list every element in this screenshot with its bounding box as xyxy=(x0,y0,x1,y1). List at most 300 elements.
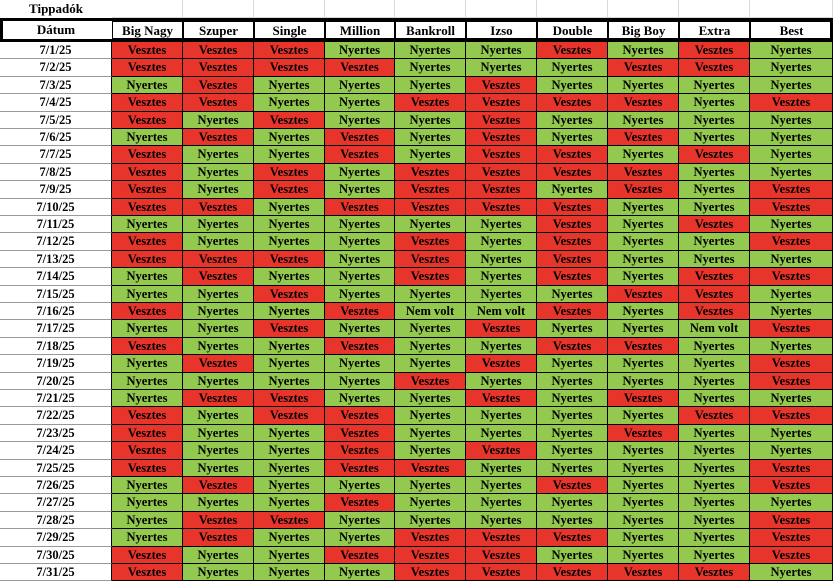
result-cell[interactable]: Vesztes xyxy=(608,286,679,303)
date-cell[interactable]: 7/20/25 xyxy=(0,373,112,390)
result-cell[interactable]: Nyertes xyxy=(183,164,254,181)
result-cell[interactable]: Nyertes xyxy=(608,112,679,129)
result-cell[interactable]: Vesztes xyxy=(254,42,325,59)
date-cell[interactable]: 7/26/25 xyxy=(0,477,112,494)
empty-cell[interactable] xyxy=(254,0,325,18)
result-cell[interactable]: Nyertes xyxy=(679,129,750,146)
result-cell[interactable]: Nyertes xyxy=(183,460,254,477)
result-cell[interactable]: Nyertes xyxy=(537,112,608,129)
result-cell[interactable]: Nyertes xyxy=(537,442,608,459)
result-cell[interactable]: Nyertes xyxy=(112,512,183,529)
result-cell[interactable]: Vesztes xyxy=(183,529,254,546)
result-cell[interactable]: Nyertes xyxy=(750,286,833,303)
result-cell[interactable]: Vesztes xyxy=(395,164,466,181)
result-cell[interactable]: Nyertes xyxy=(466,512,537,529)
result-cell[interactable]: Nyertes xyxy=(183,216,254,233)
column-header[interactable]: Big Nagy xyxy=(112,21,183,39)
result-cell[interactable]: Nyertes xyxy=(679,547,750,564)
column-header[interactable]: Izso xyxy=(466,21,537,39)
result-cell[interactable]: Nyertes xyxy=(183,564,254,581)
result-cell[interactable]: Nyertes xyxy=(325,390,395,407)
result-cell[interactable]: Vesztes xyxy=(325,460,395,477)
result-cell[interactable]: Nyertes xyxy=(183,112,254,129)
result-cell[interactable]: Vesztes xyxy=(537,199,608,216)
result-cell[interactable]: Nyertes xyxy=(537,407,608,424)
date-cell[interactable]: 7/24/25 xyxy=(0,442,112,459)
result-cell[interactable]: Nyertes xyxy=(395,146,466,163)
result-cell[interactable]: Nyertes xyxy=(679,164,750,181)
result-cell[interactable]: Vesztes xyxy=(466,112,537,129)
result-cell[interactable]: Vesztes xyxy=(750,460,833,477)
result-cell[interactable]: Nyertes xyxy=(537,286,608,303)
result-cell[interactable]: Nyertes xyxy=(608,512,679,529)
result-cell[interactable]: Nyertes xyxy=(112,390,183,407)
result-cell[interactable]: Vesztes xyxy=(750,529,833,546)
result-cell[interactable]: Nyertes xyxy=(679,373,750,390)
result-cell[interactable]: Nyertes xyxy=(608,355,679,372)
result-cell[interactable]: Vesztes xyxy=(466,529,537,546)
result-cell[interactable]: Vesztes xyxy=(466,181,537,198)
result-cell[interactable]: Nyertes xyxy=(750,112,833,129)
result-cell[interactable]: Vesztes xyxy=(537,146,608,163)
result-cell[interactable]: Vesztes xyxy=(395,547,466,564)
result-cell[interactable]: Nyertes xyxy=(750,425,833,442)
result-cell[interactable]: Vesztes xyxy=(254,286,325,303)
result-cell[interactable]: Vesztes xyxy=(112,564,183,581)
result-cell[interactable]: Nyertes xyxy=(537,320,608,337)
result-cell[interactable]: Vesztes xyxy=(183,94,254,111)
result-cell[interactable]: Vesztes xyxy=(679,407,750,424)
result-cell[interactable]: Vesztes xyxy=(112,425,183,442)
result-cell[interactable]: Vesztes xyxy=(395,181,466,198)
empty-cell[interactable] xyxy=(112,0,183,18)
date-cell[interactable]: 7/12/25 xyxy=(0,233,112,250)
result-cell[interactable]: Nyertes xyxy=(608,233,679,250)
date-cell[interactable]: 7/15/25 xyxy=(0,286,112,303)
result-cell[interactable]: Nyertes xyxy=(183,373,254,390)
result-cell[interactable]: Nyertes xyxy=(537,425,608,442)
result-cell[interactable]: Nyertes xyxy=(254,94,325,111)
result-cell[interactable]: Nyertes xyxy=(254,425,325,442)
result-cell[interactable]: Vesztes xyxy=(679,59,750,76)
empty-cell[interactable] xyxy=(608,0,679,18)
empty-cell[interactable] xyxy=(466,0,537,18)
result-cell[interactable]: Nyertes xyxy=(254,216,325,233)
result-cell[interactable]: Nyertes xyxy=(325,42,395,59)
result-cell[interactable]: Nyertes xyxy=(395,355,466,372)
result-cell[interactable]: Nyertes xyxy=(325,564,395,581)
column-header[interactable]: Double xyxy=(537,21,608,39)
result-cell[interactable]: Nyertes xyxy=(183,233,254,250)
result-cell[interactable]: Nyertes xyxy=(395,477,466,494)
result-cell[interactable]: Nyertes xyxy=(466,286,537,303)
result-cell[interactable]: Nyertes xyxy=(254,268,325,285)
result-cell[interactable]: Nyertes xyxy=(608,547,679,564)
result-cell[interactable]: Nyertes xyxy=(254,199,325,216)
result-cell[interactable]: Nyertes xyxy=(325,286,395,303)
result-cell[interactable]: Nyertes xyxy=(750,338,833,355)
result-cell[interactable]: Nyertes xyxy=(608,268,679,285)
result-cell[interactable]: Vesztes xyxy=(325,59,395,76)
date-cell[interactable]: 7/10/25 xyxy=(0,199,112,216)
result-cell[interactable]: Nyertes xyxy=(679,355,750,372)
result-cell[interactable]: Vesztes xyxy=(112,164,183,181)
result-cell[interactable]: Vesztes xyxy=(750,547,833,564)
result-cell[interactable]: Nyertes xyxy=(537,512,608,529)
result-cell[interactable]: Vesztes xyxy=(325,494,395,511)
result-cell[interactable]: Vesztes xyxy=(608,338,679,355)
result-cell[interactable]: Vesztes xyxy=(537,529,608,546)
result-cell[interactable]: Nyertes xyxy=(325,529,395,546)
result-cell[interactable]: Nyertes xyxy=(679,94,750,111)
empty-cell[interactable] xyxy=(750,0,833,18)
result-cell[interactable]: Nyertes xyxy=(608,77,679,94)
result-cell[interactable]: Nyertes xyxy=(325,233,395,250)
date-cell[interactable]: 7/29/25 xyxy=(0,529,112,546)
result-cell[interactable]: Vesztes xyxy=(395,251,466,268)
result-cell[interactable]: Vesztes xyxy=(537,477,608,494)
result-cell[interactable]: Nyertes xyxy=(395,338,466,355)
result-cell[interactable]: Vesztes xyxy=(466,564,537,581)
result-cell[interactable]: Vesztes xyxy=(325,547,395,564)
date-cell[interactable]: 7/25/25 xyxy=(0,460,112,477)
result-cell[interactable]: Vesztes xyxy=(254,164,325,181)
date-cell[interactable]: 7/17/25 xyxy=(0,320,112,337)
result-cell[interactable]: Nyertes xyxy=(112,286,183,303)
result-cell[interactable]: Vesztes xyxy=(750,268,833,285)
result-cell[interactable]: Nyertes xyxy=(183,338,254,355)
result-cell[interactable]: Nyertes xyxy=(679,494,750,511)
result-cell[interactable]: Vesztes xyxy=(325,338,395,355)
result-cell[interactable]: Nyertes xyxy=(254,529,325,546)
result-cell[interactable]: Vesztes xyxy=(254,512,325,529)
result-cell[interactable]: Vesztes xyxy=(183,42,254,59)
result-cell[interactable]: Nyertes xyxy=(679,251,750,268)
result-cell[interactable]: Vesztes xyxy=(679,286,750,303)
result-cell[interactable]: Vesztes xyxy=(537,268,608,285)
result-cell[interactable]: Vesztes xyxy=(750,512,833,529)
result-cell[interactable]: Vesztes xyxy=(608,425,679,442)
result-cell[interactable]: Vesztes xyxy=(325,425,395,442)
result-cell[interactable]: Nyertes xyxy=(395,512,466,529)
result-cell[interactable]: Nyertes xyxy=(254,547,325,564)
result-cell[interactable]: Vesztes xyxy=(395,94,466,111)
result-cell[interactable]: Vesztes xyxy=(183,77,254,94)
result-cell[interactable]: Vesztes xyxy=(395,199,466,216)
date-cell[interactable]: 7/14/25 xyxy=(0,268,112,285)
result-cell[interactable]: Vesztes xyxy=(112,407,183,424)
date-cell[interactable]: 7/19/25 xyxy=(0,355,112,372)
column-header[interactable]: Single xyxy=(254,21,325,39)
result-cell[interactable]: Nyertes xyxy=(112,494,183,511)
result-cell[interactable]: Nyertes xyxy=(466,268,537,285)
result-cell[interactable]: Vesztes xyxy=(254,320,325,337)
result-cell[interactable]: Vesztes xyxy=(112,59,183,76)
result-cell[interactable]: Vesztes xyxy=(112,547,183,564)
result-cell[interactable]: Nyertes xyxy=(325,181,395,198)
result-cell[interactable]: Nyertes xyxy=(466,216,537,233)
result-cell[interactable]: Nyertes xyxy=(183,286,254,303)
result-cell[interactable]: Vesztes xyxy=(750,373,833,390)
date-cell[interactable]: 7/21/25 xyxy=(0,390,112,407)
result-cell[interactable]: Nyertes xyxy=(679,199,750,216)
result-cell[interactable]: Vesztes xyxy=(750,355,833,372)
result-cell[interactable]: Nyertes xyxy=(112,129,183,146)
result-cell[interactable]: Vesztes xyxy=(750,94,833,111)
result-cell[interactable]: Nyertes xyxy=(608,373,679,390)
result-cell[interactable]: Nyertes xyxy=(608,529,679,546)
result-cell[interactable]: Vesztes xyxy=(112,442,183,459)
result-cell[interactable]: Nyertes xyxy=(325,77,395,94)
result-cell[interactable]: Vesztes xyxy=(254,181,325,198)
result-cell[interactable]: Nyertes xyxy=(395,112,466,129)
date-cell[interactable]: 7/28/25 xyxy=(0,512,112,529)
result-cell[interactable]: Nyertes xyxy=(679,442,750,459)
column-header[interactable]: Extra xyxy=(679,21,750,39)
result-cell[interactable]: Vesztes xyxy=(112,112,183,129)
result-cell[interactable]: Nem volt xyxy=(395,303,466,320)
result-cell[interactable]: Vesztes xyxy=(112,181,183,198)
result-cell[interactable]: Nyertes xyxy=(112,77,183,94)
result-cell[interactable]: Vesztes xyxy=(254,251,325,268)
column-header[interactable]: Big Boy xyxy=(608,21,679,39)
column-header[interactable]: Bankroll xyxy=(395,21,466,39)
result-cell[interactable]: Nyertes xyxy=(254,373,325,390)
result-cell[interactable]: Vesztes xyxy=(537,564,608,581)
date-cell[interactable]: 7/31/25 xyxy=(0,564,112,581)
result-cell[interactable]: Vesztes xyxy=(466,77,537,94)
result-cell[interactable]: Nyertes xyxy=(750,129,833,146)
result-cell[interactable]: Vesztes xyxy=(183,251,254,268)
result-cell[interactable]: Nyertes xyxy=(325,355,395,372)
result-cell[interactable]: Vesztes xyxy=(466,199,537,216)
result-cell[interactable]: Nyertes xyxy=(466,477,537,494)
result-cell[interactable]: Nyertes xyxy=(466,338,537,355)
result-cell[interactable]: Vesztes xyxy=(254,59,325,76)
result-cell[interactable]: Nyertes xyxy=(466,425,537,442)
date-cell[interactable]: 7/2/25 xyxy=(0,59,112,76)
date-header[interactable]: Dátum xyxy=(36,22,76,37)
result-cell[interactable]: Nyertes xyxy=(750,146,833,163)
result-cell[interactable]: Vesztes xyxy=(254,112,325,129)
result-cell[interactable]: Vesztes xyxy=(750,477,833,494)
date-cell[interactable]: 7/23/25 xyxy=(0,425,112,442)
result-cell[interactable]: Vesztes xyxy=(750,233,833,250)
date-cell[interactable]: 7/18/25 xyxy=(0,338,112,355)
date-cell[interactable]: 7/1/25 xyxy=(0,42,112,59)
result-cell[interactable]: Nyertes xyxy=(395,425,466,442)
result-cell[interactable]: Nyertes xyxy=(466,251,537,268)
result-cell[interactable]: Vesztes xyxy=(112,251,183,268)
result-cell[interactable]: Nyertes xyxy=(395,59,466,76)
result-cell[interactable]: Nyertes xyxy=(466,233,537,250)
result-cell[interactable]: Nyertes xyxy=(608,251,679,268)
result-cell[interactable]: Nyertes xyxy=(254,442,325,459)
result-cell[interactable]: Vesztes xyxy=(537,233,608,250)
result-cell[interactable]: Nyertes xyxy=(608,146,679,163)
date-cell[interactable]: 7/16/25 xyxy=(0,303,112,320)
result-cell[interactable]: Vesztes xyxy=(325,129,395,146)
result-cell[interactable]: Nyertes xyxy=(679,112,750,129)
result-cell[interactable]: Nyertes xyxy=(679,477,750,494)
result-cell[interactable]: Vesztes xyxy=(679,303,750,320)
result-cell[interactable]: Nem volt xyxy=(679,320,750,337)
result-cell[interactable]: Vesztes xyxy=(608,390,679,407)
result-cell[interactable]: Nyertes xyxy=(750,216,833,233)
result-cell[interactable]: Nyertes xyxy=(183,407,254,424)
result-cell[interactable]: Nyertes xyxy=(537,494,608,511)
column-header[interactable]: Million xyxy=(325,21,395,39)
result-cell[interactable]: Nyertes xyxy=(183,303,254,320)
result-cell[interactable]: Vesztes xyxy=(395,268,466,285)
result-cell[interactable]: Vesztes xyxy=(183,477,254,494)
result-cell[interactable]: Vesztes xyxy=(112,338,183,355)
result-cell[interactable]: Nyertes xyxy=(395,42,466,59)
result-cell[interactable]: Vesztes xyxy=(466,390,537,407)
result-cell[interactable]: Nyertes xyxy=(183,320,254,337)
result-cell[interactable]: Nyertes xyxy=(395,129,466,146)
result-cell[interactable]: Nyertes xyxy=(325,477,395,494)
result-cell[interactable]: Nyertes xyxy=(608,320,679,337)
result-cell[interactable]: Nyertes xyxy=(325,320,395,337)
date-cell[interactable]: 7/13/25 xyxy=(0,251,112,268)
result-cell[interactable]: Nyertes xyxy=(112,373,183,390)
result-cell[interactable]: Nyertes xyxy=(537,390,608,407)
result-cell[interactable]: Vesztes xyxy=(537,303,608,320)
result-cell[interactable]: Nyertes xyxy=(254,564,325,581)
result-cell[interactable]: Nyertes xyxy=(112,355,183,372)
result-cell[interactable]: Nyertes xyxy=(112,477,183,494)
result-cell[interactable]: Nyertes xyxy=(325,251,395,268)
result-cell[interactable]: Vesztes xyxy=(183,355,254,372)
result-cell[interactable]: Nyertes xyxy=(395,494,466,511)
result-cell[interactable]: Nyertes xyxy=(466,407,537,424)
result-cell[interactable]: Vesztes xyxy=(112,199,183,216)
result-cell[interactable]: Vesztes xyxy=(466,164,537,181)
result-cell[interactable]: Vesztes xyxy=(254,390,325,407)
result-cell[interactable]: Vesztes xyxy=(325,442,395,459)
result-cell[interactable]: Vesztes xyxy=(112,146,183,163)
result-cell[interactable]: Nyertes xyxy=(466,59,537,76)
empty-cell[interactable] xyxy=(679,0,750,18)
result-cell[interactable]: Vesztes xyxy=(608,59,679,76)
result-cell[interactable]: Vesztes xyxy=(395,373,466,390)
result-cell[interactable]: Nyertes xyxy=(537,181,608,198)
result-cell[interactable]: Vesztes xyxy=(395,529,466,546)
result-cell[interactable]: Nyertes xyxy=(183,146,254,163)
empty-cell[interactable] xyxy=(537,0,608,18)
result-cell[interactable]: Nyertes xyxy=(395,442,466,459)
result-cell[interactable]: Nyertes xyxy=(537,129,608,146)
date-cell[interactable]: 7/4/25 xyxy=(0,94,112,111)
result-cell[interactable]: Nyertes xyxy=(395,390,466,407)
result-cell[interactable]: Vesztes xyxy=(537,338,608,355)
result-cell[interactable]: Vesztes xyxy=(112,233,183,250)
result-cell[interactable]: Nyertes xyxy=(750,442,833,459)
result-cell[interactable]: Nyertes xyxy=(325,512,395,529)
sheet-title[interactable]: Tippadók xyxy=(29,1,83,16)
date-cell[interactable]: 7/27/25 xyxy=(0,494,112,511)
result-cell[interactable]: Nyertes xyxy=(750,303,833,320)
result-cell[interactable]: Vesztes xyxy=(537,94,608,111)
result-cell[interactable]: Nyertes xyxy=(608,216,679,233)
result-cell[interactable]: Vesztes xyxy=(466,355,537,372)
result-cell[interactable]: Nyertes xyxy=(608,442,679,459)
result-cell[interactable]: Nyertes xyxy=(608,477,679,494)
date-cell[interactable]: 7/7/25 xyxy=(0,146,112,163)
result-cell[interactable]: Vesztes xyxy=(395,460,466,477)
result-cell[interactable]: Vesztes xyxy=(325,303,395,320)
result-cell[interactable]: Vesztes xyxy=(679,146,750,163)
result-cell[interactable]: Nyertes xyxy=(183,181,254,198)
result-cell[interactable]: Nyertes xyxy=(254,146,325,163)
result-cell[interactable]: Nem volt xyxy=(466,303,537,320)
result-cell[interactable]: Vesztes xyxy=(254,407,325,424)
result-cell[interactable]: Vesztes xyxy=(325,407,395,424)
result-cell[interactable]: Nyertes xyxy=(183,494,254,511)
result-cell[interactable]: Nyertes xyxy=(112,268,183,285)
result-cell[interactable]: Nyertes xyxy=(537,77,608,94)
result-cell[interactable]: Vesztes xyxy=(750,199,833,216)
result-cell[interactable]: Nyertes xyxy=(679,529,750,546)
result-cell[interactable]: Nyertes xyxy=(537,373,608,390)
result-cell[interactable]: Nyertes xyxy=(750,42,833,59)
result-cell[interactable]: Vesztes xyxy=(183,268,254,285)
empty-cell[interactable] xyxy=(395,0,466,18)
result-cell[interactable]: Nyertes xyxy=(679,338,750,355)
result-cell[interactable]: Vesztes xyxy=(325,146,395,163)
result-cell[interactable]: Vesztes xyxy=(183,129,254,146)
result-cell[interactable]: Vesztes xyxy=(608,564,679,581)
date-cell[interactable]: 7/6/25 xyxy=(0,129,112,146)
result-cell[interactable]: Nyertes xyxy=(325,164,395,181)
result-cell[interactable]: Vesztes xyxy=(608,164,679,181)
empty-cell[interactable] xyxy=(325,0,395,18)
result-cell[interactable]: Nyertes xyxy=(750,494,833,511)
result-cell[interactable]: Nyertes xyxy=(750,564,833,581)
result-cell[interactable]: Nyertes xyxy=(608,460,679,477)
result-cell[interactable]: Nyertes xyxy=(608,494,679,511)
result-cell[interactable]: Nyertes xyxy=(254,233,325,250)
result-cell[interactable]: Vesztes xyxy=(466,547,537,564)
result-cell[interactable]: Nyertes xyxy=(395,320,466,337)
result-cell[interactable]: Nyertes xyxy=(679,425,750,442)
result-cell[interactable]: Nyertes xyxy=(395,407,466,424)
result-cell[interactable]: Vesztes xyxy=(466,94,537,111)
result-cell[interactable]: Nyertes xyxy=(183,425,254,442)
result-cell[interactable]: Nyertes xyxy=(254,129,325,146)
date-cell[interactable]: 7/5/25 xyxy=(0,112,112,129)
result-cell[interactable]: Nyertes xyxy=(679,390,750,407)
result-cell[interactable]: Nyertes xyxy=(112,529,183,546)
result-cell[interactable]: Vesztes xyxy=(466,320,537,337)
date-cell[interactable]: 7/11/25 xyxy=(0,216,112,233)
result-cell[interactable]: Nyertes xyxy=(183,442,254,459)
result-cell[interactable]: Nyertes xyxy=(325,216,395,233)
result-cell[interactable]: Vesztes xyxy=(608,94,679,111)
result-cell[interactable]: Vesztes xyxy=(679,564,750,581)
result-cell[interactable]: Nyertes xyxy=(254,338,325,355)
result-cell[interactable]: Nyertes xyxy=(750,390,833,407)
result-cell[interactable]: Nyertes xyxy=(750,251,833,268)
result-cell[interactable]: Nyertes xyxy=(679,233,750,250)
result-cell[interactable]: Nyertes xyxy=(466,42,537,59)
result-cell[interactable]: Nyertes xyxy=(254,477,325,494)
result-cell[interactable]: Nyertes xyxy=(183,547,254,564)
result-cell[interactable]: Nyertes xyxy=(395,77,466,94)
result-cell[interactable]: Nyertes xyxy=(679,77,750,94)
date-cell[interactable]: 7/30/25 xyxy=(0,547,112,564)
